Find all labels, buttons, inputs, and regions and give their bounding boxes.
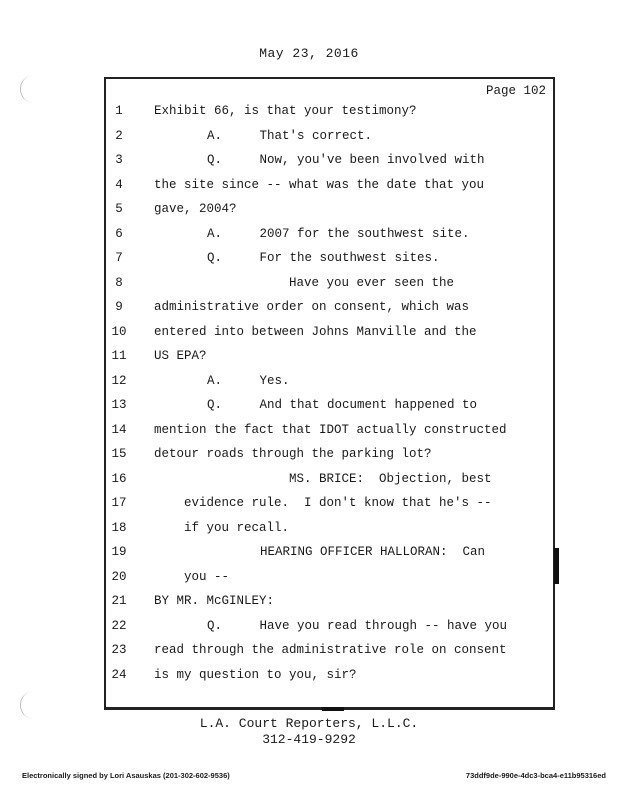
line-number: 23	[111, 643, 127, 657]
line-text: Q. Have you read through -- have you	[207, 618, 508, 633]
page-number: Page 102	[485, 84, 546, 98]
transcript-line	[0, 423, 618, 447]
transcript-line	[0, 472, 618, 496]
transcript-date: May 23, 2016	[259, 46, 359, 61]
line-text: entered into between Johns Manville and the	[154, 324, 477, 339]
line-number: 3	[115, 153, 123, 167]
reporter-firm: L.A. Court Reporters, L.L.C.	[199, 716, 419, 731]
line-number: 4	[115, 177, 123, 192]
line-text: Exhibit 66, is that your testimony?	[154, 104, 417, 118]
transcript-line	[0, 227, 618, 251]
punch-hole-top	[20, 76, 43, 102]
transcript-line	[0, 325, 618, 349]
transcript-line	[0, 300, 618, 324]
line-number: 11	[111, 349, 127, 363]
line-text: mention the fact that IDOT actually constructed	[154, 422, 507, 437]
line-number: 20	[111, 569, 127, 584]
line-text: US EPA?	[154, 349, 207, 363]
transcript-line	[0, 276, 618, 300]
line-text: read through the administrative role on consent	[154, 643, 507, 657]
transcript-line	[0, 668, 618, 692]
transcript-line	[0, 251, 618, 275]
line-number: 24	[111, 667, 127, 682]
transcript-line	[0, 129, 618, 153]
transcript-line	[0, 496, 618, 520]
transcript-line	[0, 570, 618, 594]
line-number: 19	[111, 545, 127, 559]
reporter-phone: 312-419-9292	[262, 732, 356, 747]
line-number: 18	[111, 520, 127, 535]
line-text: Q. Now, you've been involved with	[207, 153, 485, 167]
transcript-line	[0, 594, 618, 618]
line-text: detour roads through the parking lot?	[154, 447, 432, 461]
transcript-line	[0, 153, 618, 177]
line-text: Have you ever seen the	[289, 275, 455, 290]
line-number: 17	[111, 496, 127, 510]
transcript-line	[0, 178, 618, 202]
line-text: Q. For the southwest sites.	[207, 251, 440, 265]
transcript-line	[0, 619, 618, 643]
document-hash: 73ddf9de-990e-4dc3-bca4-e11b95316ed	[465, 771, 606, 780]
line-text: the site since -- what was the date that you	[154, 177, 485, 192]
line-text: BY MR. McGINLEY:	[154, 594, 275, 608]
line-text: MS. BRICE: Objection, best	[289, 471, 492, 486]
electronic-signature: Electronically signed by Lori Asauskas (201-302-602-9536)	[22, 771, 230, 780]
line-number: 10	[111, 324, 127, 339]
line-text: HEARING OFFICER HALLORAN: Can	[260, 545, 486, 559]
line-number: 12	[111, 373, 127, 388]
line-text: administrative order on consent, which was	[154, 300, 470, 314]
line-number: 14	[111, 422, 127, 437]
line-text: A. Yes.	[207, 373, 290, 388]
line-number: 2	[115, 128, 123, 143]
line-text: you --	[184, 569, 230, 584]
transcript-line	[0, 202, 618, 226]
transcript-line	[0, 374, 618, 398]
line-number: 16	[111, 471, 127, 486]
transcript-line	[0, 643, 618, 667]
punch-hole-bottom	[20, 692, 43, 718]
line-text: Q. And that document happened to	[207, 398, 478, 412]
line-number: 15	[111, 447, 127, 461]
transcript-line	[0, 104, 618, 128]
line-number: 6	[115, 226, 123, 241]
line-number: 13	[111, 398, 127, 412]
line-number: 8	[115, 275, 123, 290]
line-text: is my question to you, sir?	[154, 667, 357, 682]
transcript-line	[0, 447, 618, 471]
line-text: A. 2007 for the southwest site.	[207, 226, 470, 241]
transcript-line	[0, 349, 618, 373]
frame-bottom-marker	[322, 707, 344, 711]
line-number: 5	[115, 202, 123, 216]
line-number: 1	[115, 104, 123, 118]
line-number: 7	[115, 251, 123, 265]
transcript-line	[0, 521, 618, 545]
line-number: 22	[111, 618, 127, 633]
transcript-line	[0, 398, 618, 422]
transcript-line	[0, 545, 618, 569]
line-text: if you recall.	[184, 520, 290, 535]
line-number: 21	[111, 594, 127, 608]
line-text: gave, 2004?	[154, 202, 237, 216]
line-text: A. That's correct.	[207, 128, 373, 143]
line-text: evidence rule. I don't know that he's --	[184, 496, 492, 510]
line-number: 9	[115, 300, 123, 314]
